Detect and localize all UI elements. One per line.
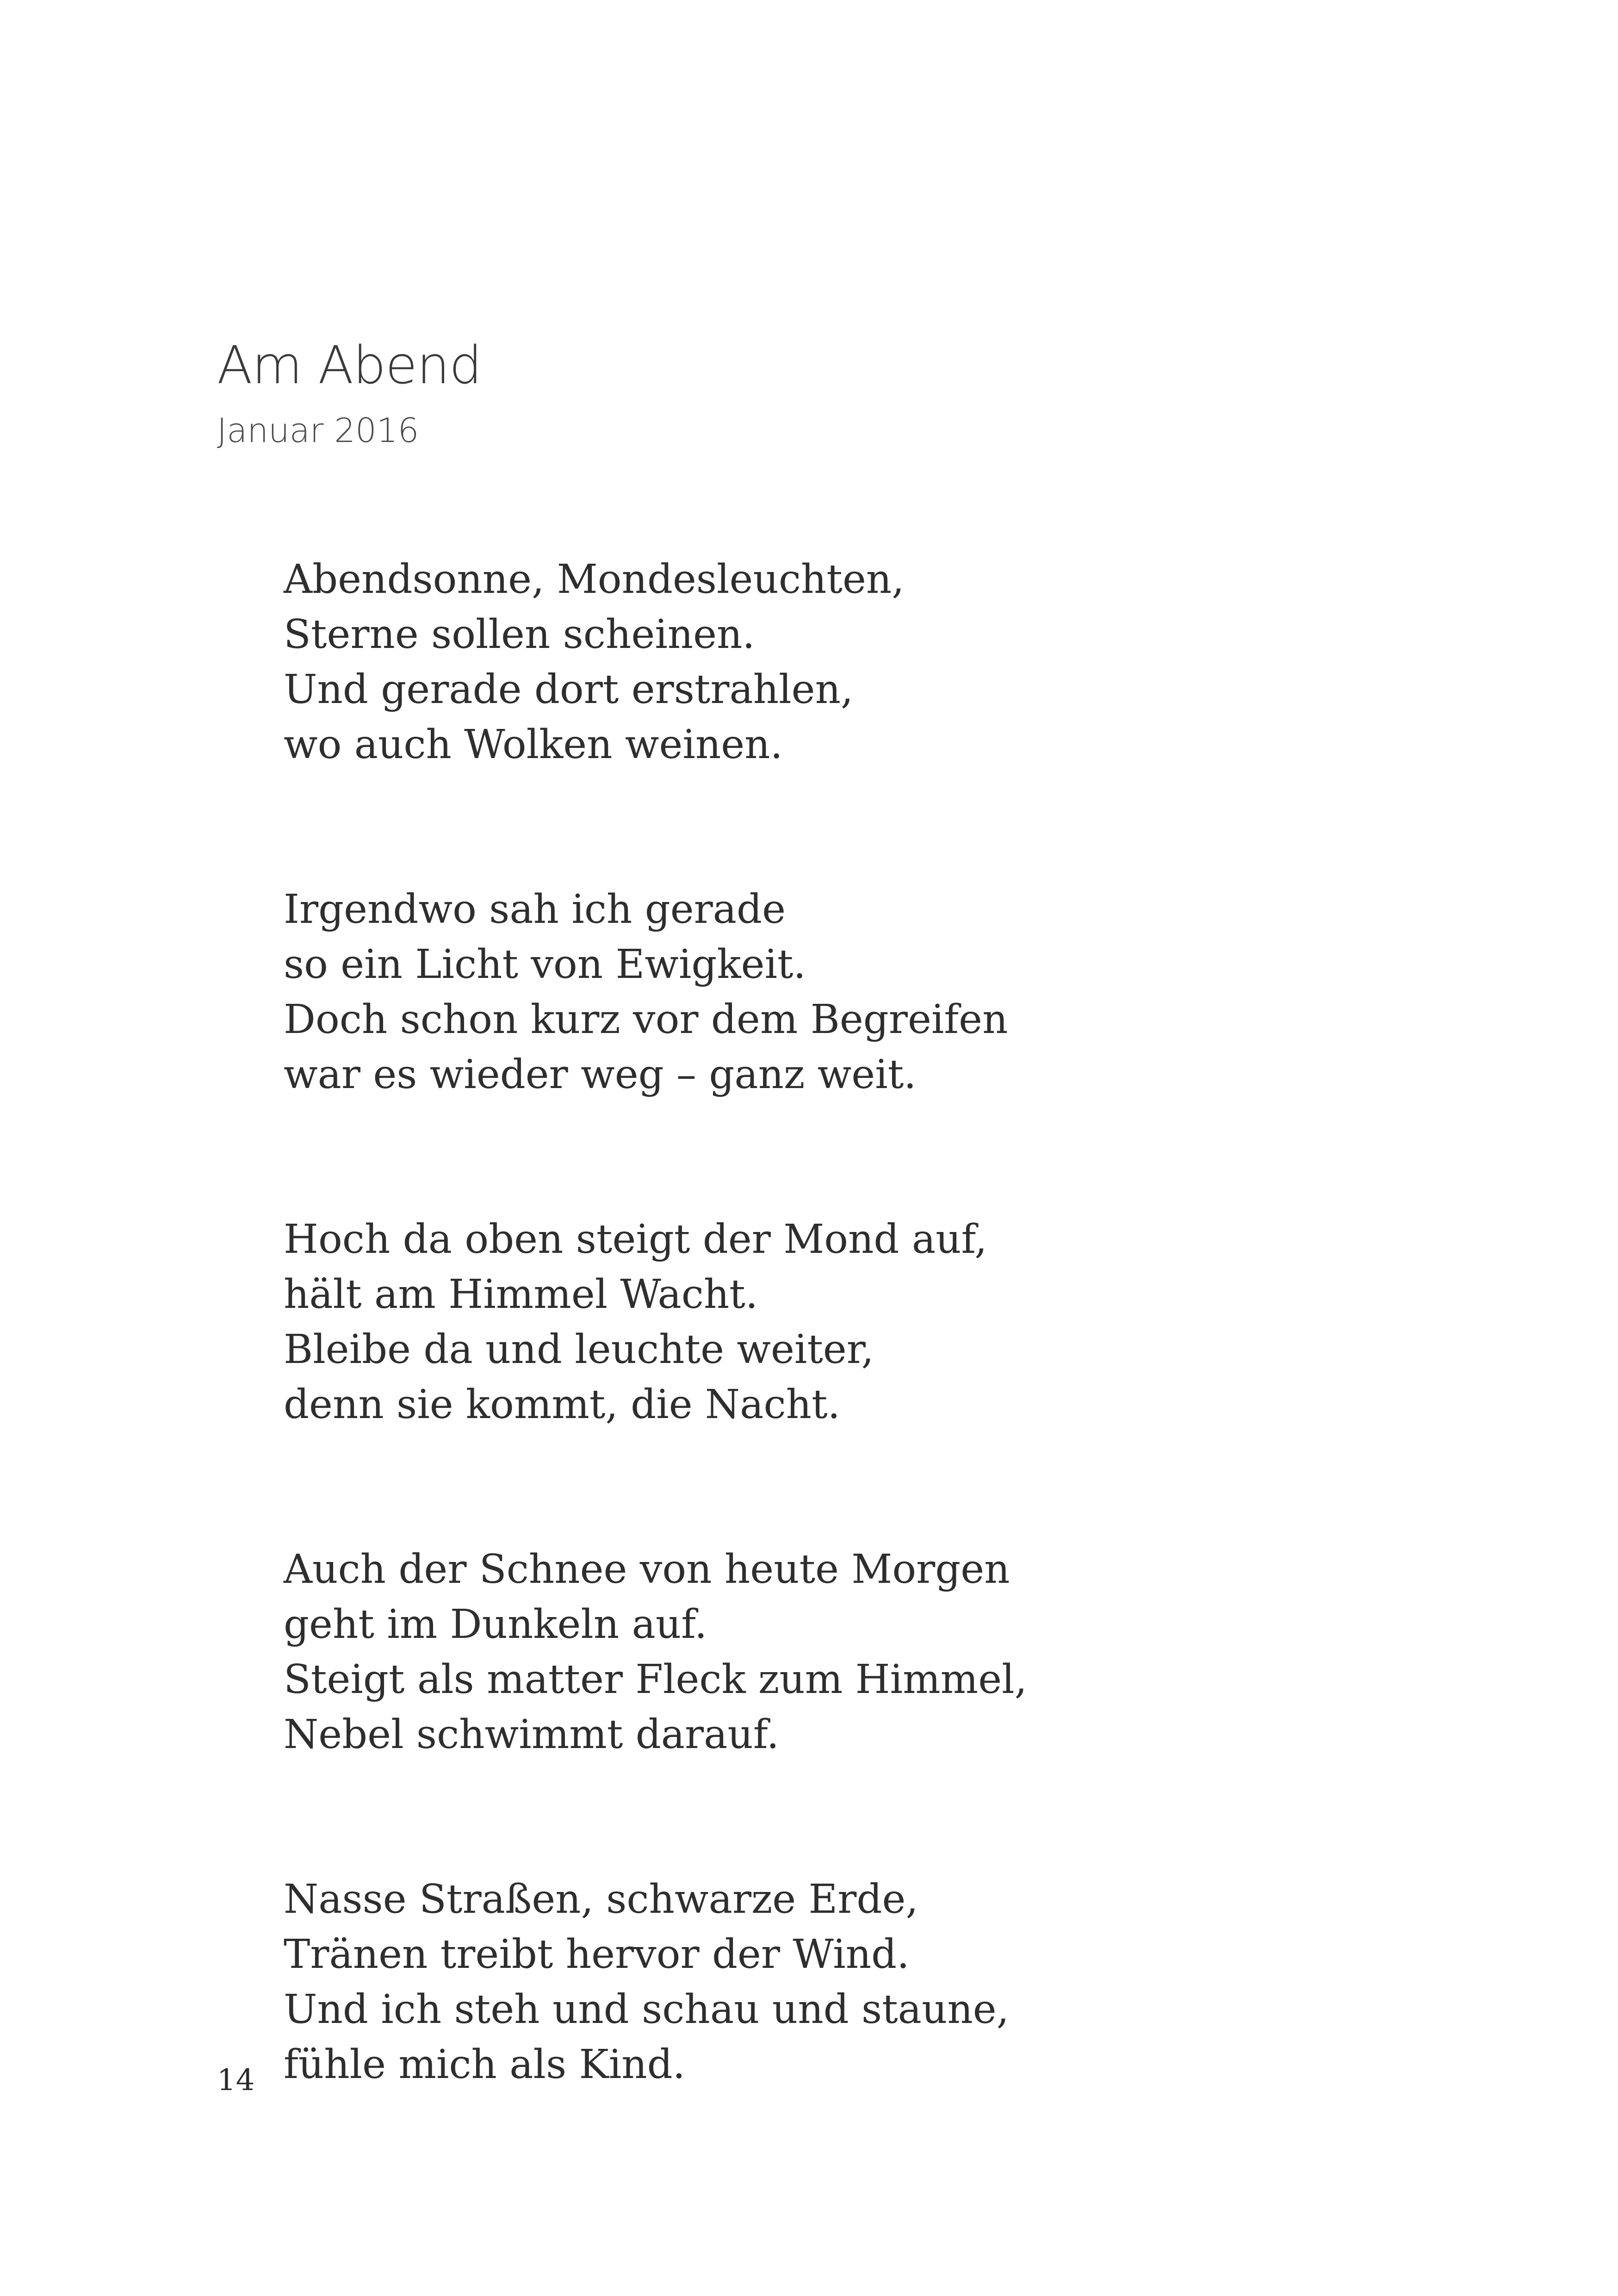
poem-line: Sterne sollen scheinen. [284, 611, 755, 658]
stanza [284, 1212, 1487, 1432]
poem-line: Doch schon kurz vor dem Begreifen [284, 996, 1008, 1043]
poem-line: Nebel schwimmt darauf. [284, 1711, 779, 1758]
poem-line: Und ich steh und schau und staune, [284, 1986, 1009, 2033]
poem-line: Steigt als matter Fleck zum Himmel, [284, 1656, 1027, 1703]
poem-line: wo auch Wolken weinen. [284, 722, 783, 768]
stanza [284, 552, 1487, 772]
poem-line: Abendsonne, Mondesleuchten, [284, 556, 905, 603]
poem-line: Bleibe da und leuchte weiter, [284, 1326, 874, 1373]
stanza [284, 1542, 1487, 1762]
page-number: 14 [217, 2063, 255, 2097]
poem-line: fühle mich als Kind. [284, 2041, 686, 2088]
poem-line: hält am Himmel Wacht. [284, 1271, 758, 1318]
stanza [284, 1872, 1487, 2092]
poem-line: Auch der Schnee von heute Morgen [284, 1546, 1010, 1593]
poem-line: Tränen treibt hervor der Wind. [284, 1931, 910, 1978]
poem-line: geht im Dunkeln auf. [284, 1601, 707, 1648]
poem-line: Irgendwo sah ich gerade [284, 886, 786, 933]
poem-line: Hoch da oben steigt der Mond auf, [284, 1216, 987, 1263]
poem-body [284, 552, 1487, 2092]
poem-title: Am Abend [217, 336, 482, 396]
poem-line: Und gerade dort erstrahlen, [284, 666, 854, 713]
poem-date: Januar 2016 [217, 411, 419, 450]
poem-line: so ein Licht von Ewigkeit. [284, 941, 806, 988]
stanza [284, 882, 1487, 1102]
poem-line: Nasse Straßen, schwarze Erde, [284, 1876, 918, 1923]
poem-line: denn sie kommt, die Nacht. [284, 1381, 840, 1428]
poem-line: war es wieder weg – ganz weit. [284, 1052, 917, 1098]
